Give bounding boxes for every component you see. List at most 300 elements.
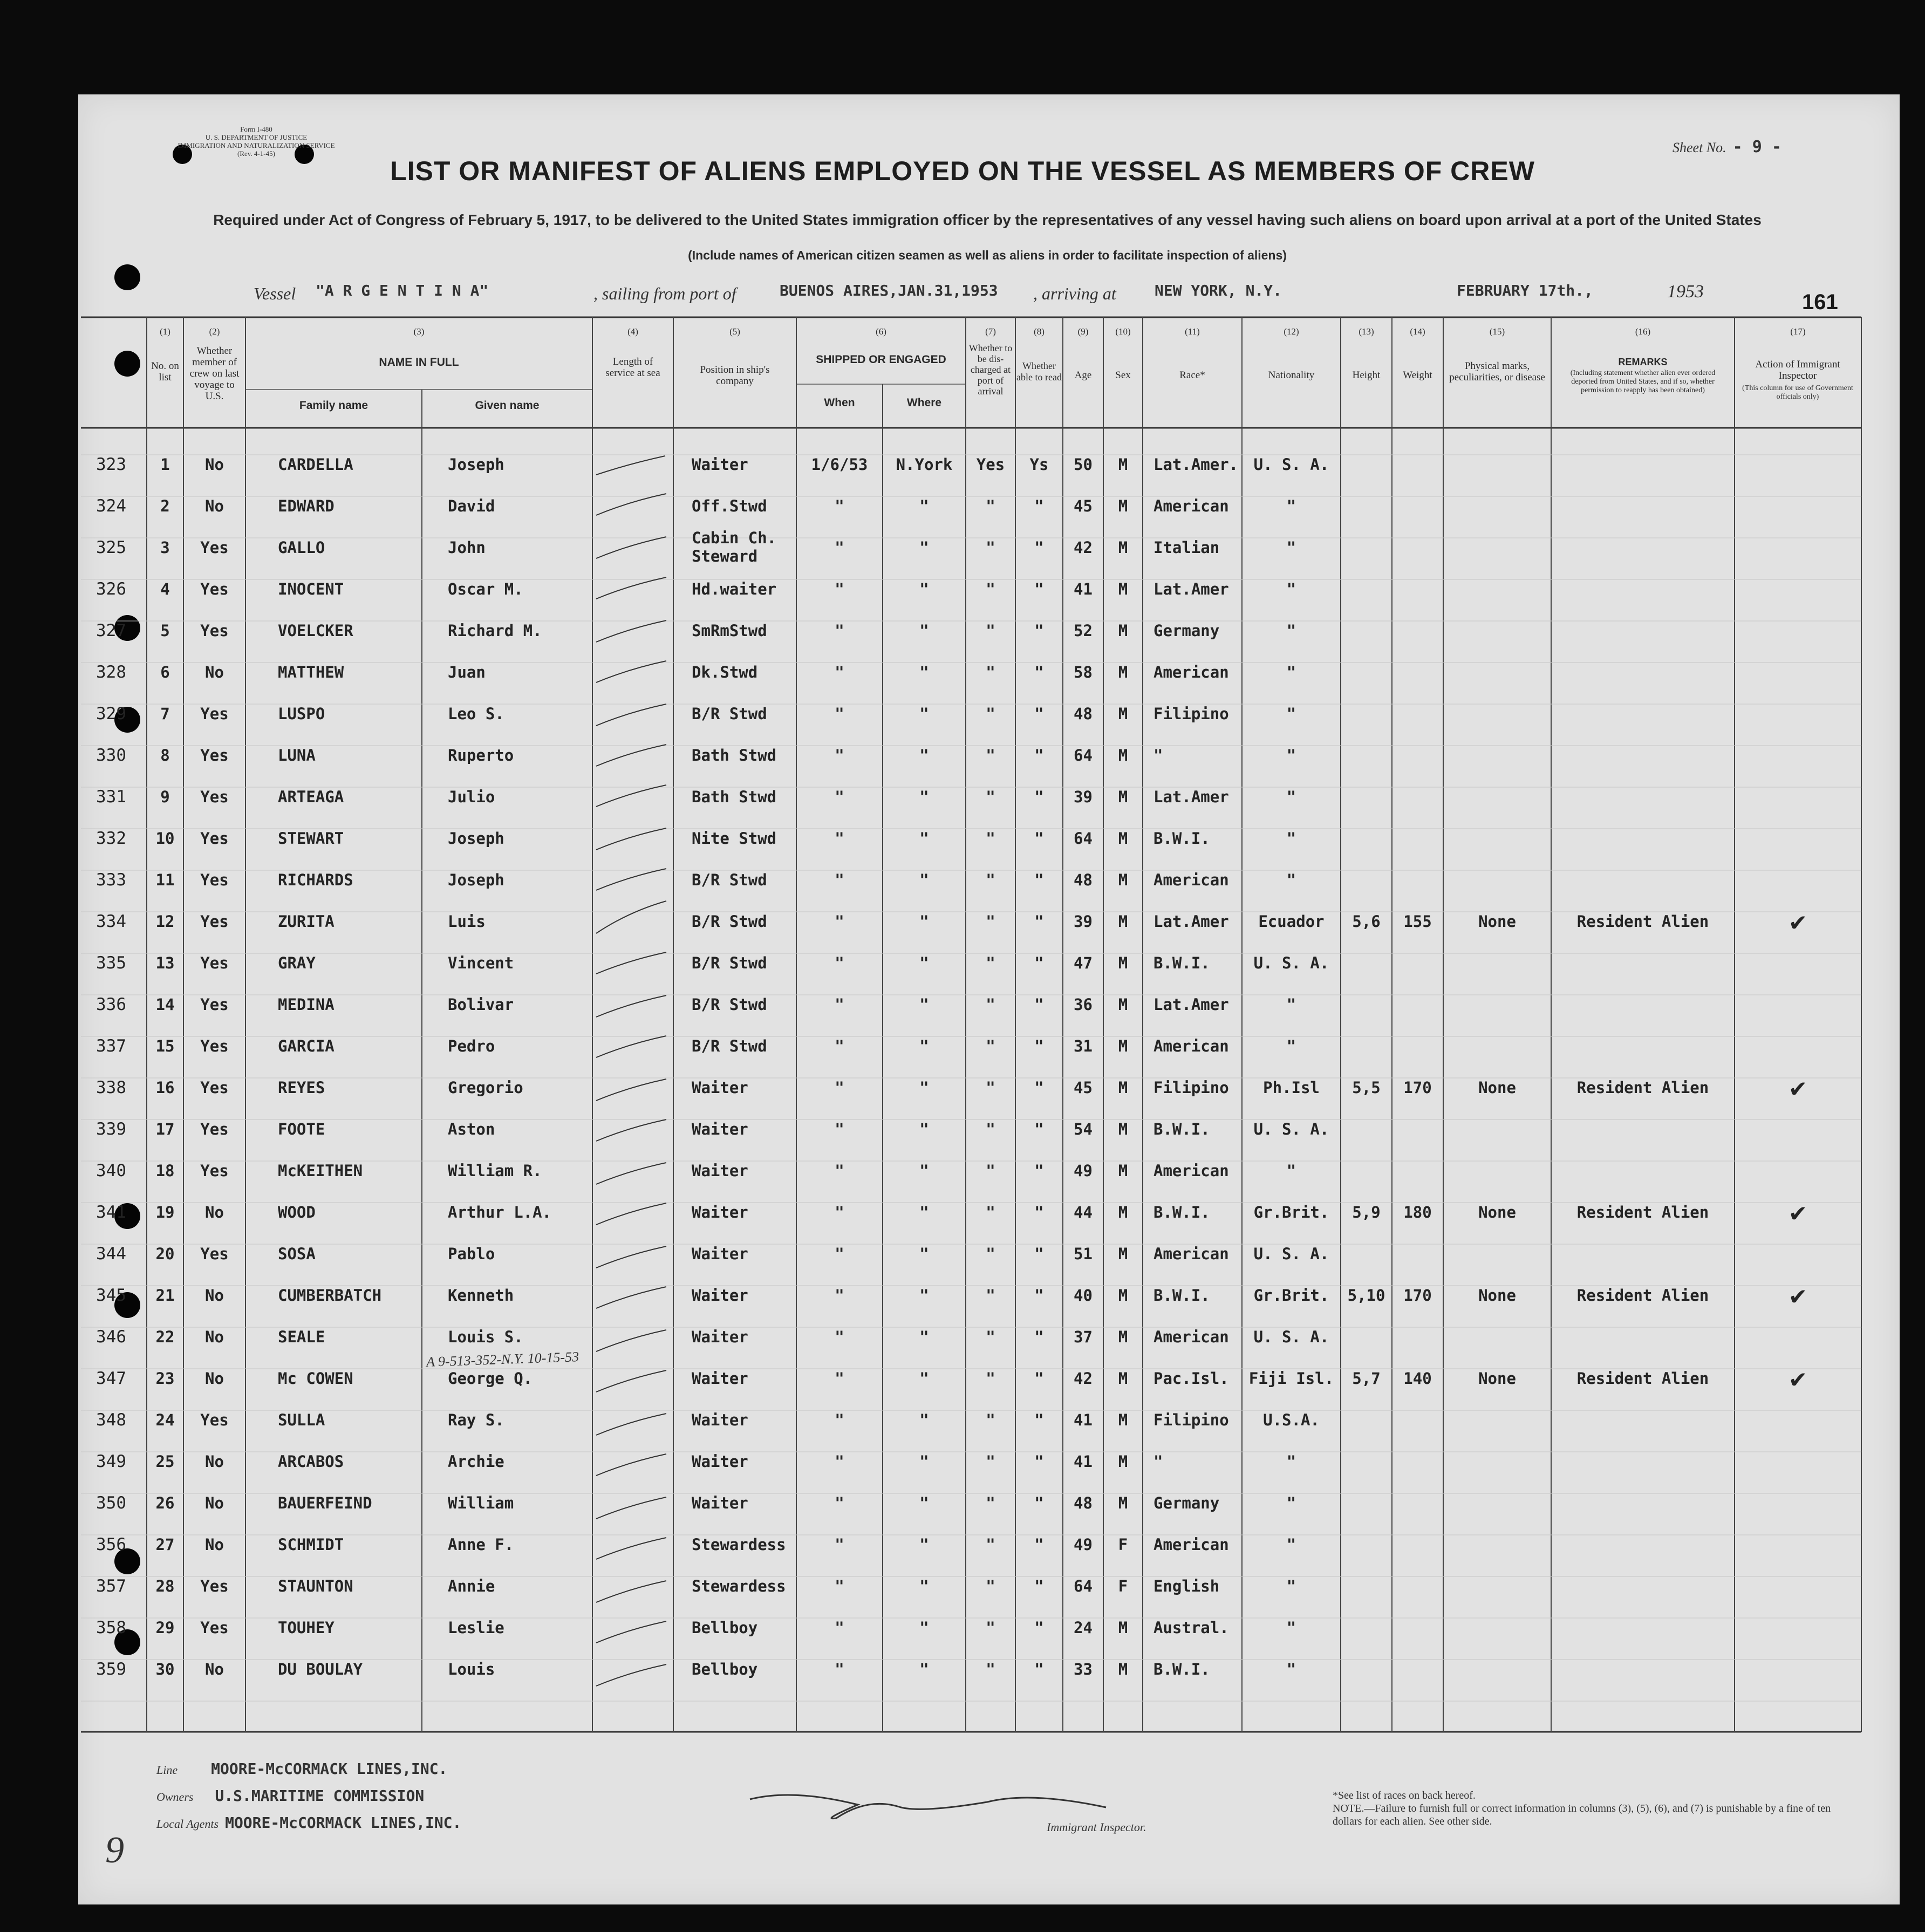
row-family-name: REYES — [278, 1078, 325, 1097]
row-ledger-number: 357 — [96, 1576, 126, 1596]
row-member: No — [205, 1660, 224, 1678]
table-row — [0, 1150, 1925, 1192]
row-age: 48 — [1074, 705, 1093, 723]
row-able-read: " — [1034, 1162, 1044, 1180]
row-number: 6 — [160, 663, 170, 681]
row-where: " — [919, 497, 929, 515]
row-physical-marks — [1443, 569, 1551, 610]
handwritten-annotation: A 9-513-352-N.Y. 10-15-53 — [426, 1349, 579, 1370]
row-discharged: " — [986, 1577, 995, 1595]
row-physical-marks — [1443, 693, 1551, 735]
row-when: " — [835, 1577, 844, 1595]
row-where: " — [919, 995, 929, 1014]
row-race: B.W.I. — [1153, 1120, 1210, 1138]
row-race: " — [1153, 1452, 1163, 1471]
race-note: *See list of races on back hereof. — [1333, 1790, 1476, 1801]
col-family-name: Family name — [299, 399, 368, 412]
row-sex: M — [1118, 705, 1128, 723]
row-when: " — [835, 1660, 844, 1678]
row-age: 64 — [1074, 1577, 1093, 1595]
row-family-name: BAUERFEIND — [278, 1494, 372, 1512]
row-action: ✔ — [1790, 906, 1806, 937]
row-age: 50 — [1074, 455, 1093, 474]
row-member: Yes — [200, 580, 229, 598]
row-nationality: " — [1286, 871, 1296, 889]
table-row — [0, 527, 1925, 569]
sailing-label: , sailing from port of — [593, 284, 736, 303]
row-given-name: Arthur L.A. — [448, 1203, 552, 1221]
row-ledger-number: 324 — [96, 496, 126, 516]
table-row — [0, 1109, 1925, 1150]
row-weight — [1392, 444, 1443, 486]
row-remarks — [1551, 486, 1735, 527]
row-race: B.W.I. — [1153, 1203, 1210, 1221]
row-action — [1735, 818, 1861, 859]
row-family-name: ARTEAGA — [278, 788, 344, 806]
row-family-name: McKEITHEN — [278, 1162, 363, 1180]
row-family-name: MEDINA — [278, 995, 335, 1014]
row-physical-marks — [1443, 652, 1551, 693]
row-action — [1735, 569, 1861, 610]
sailing-port: BUENOS AIRES,JAN.31,1953 — [780, 282, 998, 299]
row-remarks: Resident Alien — [1576, 1286, 1709, 1305]
row-ledger-number: 329 — [96, 704, 126, 723]
row-race: American — [1153, 497, 1229, 515]
row-given-name: Kenneth — [448, 1286, 514, 1305]
footer-agents — [156, 1814, 461, 1832]
row-position: Nite Stwd — [692, 829, 777, 848]
row-member: Yes — [200, 705, 229, 723]
row-when: 1/6/53 — [811, 455, 868, 474]
table-row — [0, 901, 1925, 943]
arrival-year: 1953 — [1667, 282, 1704, 302]
row-member: No — [205, 1369, 224, 1388]
row-physical-marks — [1443, 1441, 1551, 1483]
row-action — [1735, 652, 1861, 693]
row-race: Filipino — [1153, 705, 1229, 723]
table-row — [0, 693, 1925, 735]
row-remarks — [1551, 610, 1735, 652]
row-member: Yes — [200, 1037, 229, 1055]
row-physical-marks — [1443, 444, 1551, 486]
row-ledger-number: 358 — [96, 1618, 126, 1637]
row-height — [1341, 693, 1392, 735]
row-when: " — [835, 1286, 844, 1305]
row-position: Waiter — [692, 1411, 748, 1429]
table-row — [0, 1607, 1925, 1649]
row-family-name: EDWARD — [278, 497, 335, 515]
row-member: No — [205, 455, 224, 474]
row-where: " — [919, 538, 929, 557]
row-race: American — [1153, 1162, 1229, 1180]
row-able-read: " — [1034, 1078, 1044, 1097]
row-family-name: SOSA — [278, 1245, 316, 1263]
row-physical-marks — [1443, 1483, 1551, 1524]
row-nationality: Gr.Brit. — [1253, 1286, 1329, 1305]
row-remarks — [1551, 859, 1735, 901]
row-physical-marks — [1443, 1607, 1551, 1649]
row-position-line1: Cabin Ch. — [692, 529, 777, 547]
row-number: 23 — [155, 1369, 175, 1388]
row-where: " — [919, 1037, 929, 1055]
row-discharged: " — [986, 871, 995, 889]
row-able-read: " — [1034, 1619, 1044, 1637]
row-number: 25 — [155, 1452, 175, 1471]
row-given-name: Leslie — [448, 1619, 504, 1637]
row-number: 24 — [155, 1411, 175, 1429]
row-when: " — [835, 1203, 844, 1221]
row-when: " — [835, 538, 844, 557]
row-family-name: VOELCKER — [278, 622, 353, 640]
row-given-name: John — [448, 538, 486, 557]
row-discharged: " — [986, 954, 995, 972]
col-num-8: (8) — [1034, 326, 1045, 337]
row-discharged: " — [986, 1245, 995, 1263]
row-age: 39 — [1074, 788, 1093, 806]
row-physical-marks — [1443, 943, 1551, 984]
row-able-read: " — [1034, 622, 1044, 640]
row-nationality: Gr.Brit. — [1253, 1203, 1329, 1221]
row-physical-marks — [1443, 1316, 1551, 1358]
row-nationality: " — [1286, 497, 1296, 515]
col-num-12: (12) — [1284, 326, 1299, 337]
row-discharged: " — [986, 1494, 995, 1512]
row-height — [1341, 984, 1392, 1026]
row-height — [1341, 776, 1392, 818]
row-where: " — [919, 1328, 929, 1346]
row-action — [1735, 1607, 1861, 1649]
row-weight: 155 — [1403, 912, 1432, 931]
row-where: " — [919, 705, 929, 723]
row-able-read: " — [1034, 705, 1044, 723]
col-discharged: Whether to be dis-charged at port of arrival — [968, 343, 1013, 397]
row-ledger-number: 337 — [96, 1036, 126, 1056]
row-position: B/R Stwd — [692, 954, 767, 972]
row-action: ✔ — [1790, 1280, 1806, 1310]
row-when: " — [835, 1535, 844, 1554]
col-num-17: (17) — [1790, 326, 1806, 337]
row-member: Yes — [200, 622, 229, 640]
row-position: B/R Stwd — [692, 705, 767, 723]
row-ledger-number: 359 — [96, 1660, 126, 1679]
row-family-name: DU BOULAY — [278, 1660, 363, 1678]
row-where: " — [919, 580, 929, 598]
row-nationality: " — [1286, 663, 1296, 681]
row-remarks: Resident Alien — [1576, 912, 1709, 931]
row-action — [1735, 1150, 1861, 1192]
row-weight — [1392, 943, 1443, 984]
row-age: 39 — [1074, 912, 1093, 931]
row-action — [1735, 1316, 1861, 1358]
row-action — [1735, 735, 1861, 776]
row-ledger-number: 349 — [96, 1452, 126, 1471]
row-member: No — [205, 1203, 224, 1221]
row-sex: M — [1118, 1660, 1128, 1678]
row-remarks — [1551, 444, 1735, 486]
row-age: 49 — [1074, 1535, 1093, 1554]
row-position: Bath Stwd — [692, 788, 777, 806]
row-action — [1735, 1441, 1861, 1483]
row-number: 13 — [155, 954, 175, 972]
row-physical-marks — [1443, 1649, 1551, 1690]
row-physical-marks — [1443, 818, 1551, 859]
row-ledger-number: 336 — [96, 995, 126, 1014]
row-sex: M — [1118, 1037, 1128, 1055]
row-age: 58 — [1074, 663, 1093, 681]
table-row — [0, 984, 1925, 1026]
row-when: " — [835, 1452, 844, 1471]
row-family-name: MATTHEW — [278, 663, 344, 681]
row-able-read: " — [1034, 1494, 1044, 1512]
row-where: " — [919, 788, 929, 806]
row-action — [1735, 984, 1861, 1026]
row-family-name: ZURITA — [278, 912, 335, 931]
row-discharged: " — [986, 1369, 995, 1388]
row-family-name: STAUNTON — [278, 1577, 353, 1595]
row-race: American — [1153, 663, 1229, 681]
row-able-read: " — [1034, 497, 1044, 515]
row-age: 49 — [1074, 1162, 1093, 1180]
col-num-10: (10) — [1115, 326, 1131, 337]
row-able-read: " — [1034, 1245, 1044, 1263]
row-number: 28 — [155, 1577, 175, 1595]
row-ledger-number: 346 — [96, 1327, 126, 1347]
sheet-value: - 9 - — [1732, 138, 1781, 156]
row-race: American — [1153, 1328, 1229, 1346]
row-member: Yes — [200, 1577, 229, 1595]
row-physical-marks — [1443, 610, 1551, 652]
row-physical-marks: None — [1478, 912, 1516, 931]
row-member: Yes — [200, 1120, 229, 1138]
row-discharged: " — [986, 746, 995, 764]
row-action — [1735, 1233, 1861, 1275]
row-height — [1341, 818, 1392, 859]
row-sex: M — [1118, 1162, 1128, 1180]
row-number: 29 — [155, 1619, 175, 1637]
row-action: ✔ — [1790, 1073, 1806, 1103]
table-row — [0, 1649, 1925, 1690]
row-sex: M — [1118, 1328, 1128, 1346]
arrival-date: FEBRUARY 17th., — [1457, 282, 1593, 299]
row-weight: 140 — [1403, 1369, 1432, 1388]
row-able-read: " — [1034, 663, 1044, 681]
row-family-name: FOOTE — [278, 1120, 325, 1138]
row-remarks — [1551, 1233, 1735, 1275]
row-number: 21 — [155, 1286, 175, 1305]
row-height — [1341, 569, 1392, 610]
col-nationality: Nationality — [1268, 370, 1315, 381]
row-sex: F — [1118, 1535, 1128, 1554]
vessel-name: "A R G E N T I N A" — [316, 282, 489, 299]
row-remarks — [1551, 1026, 1735, 1067]
row-able-read: " — [1034, 538, 1044, 557]
col-action: Action of Immigrant Inspector — [1755, 359, 1840, 381]
row-discharged: Yes — [976, 455, 1005, 474]
row-race: American — [1153, 871, 1229, 889]
col-num-14: (14) — [1410, 326, 1425, 337]
row-where: " — [919, 1411, 929, 1429]
row-weight — [1392, 486, 1443, 527]
row-number: 16 — [155, 1078, 175, 1097]
row-weight — [1392, 818, 1443, 859]
row-race: Italian — [1153, 538, 1220, 557]
row-age: 64 — [1074, 829, 1093, 848]
row-where: " — [919, 954, 929, 972]
row-age: 51 — [1074, 1245, 1093, 1263]
table-row — [0, 1233, 1925, 1275]
row-where: " — [919, 829, 929, 848]
row-where: " — [919, 871, 929, 889]
row-able-read: " — [1034, 1120, 1044, 1138]
row-member: No — [205, 1452, 224, 1471]
row-able-read: " — [1034, 788, 1044, 806]
row-given-name: William R. — [448, 1162, 542, 1180]
row-remarks — [1551, 984, 1735, 1026]
row-position: Waiter — [692, 1078, 748, 1097]
row-discharged: " — [986, 1328, 995, 1346]
row-race: B.W.I. — [1153, 954, 1210, 972]
col-physical-marks: Physical marks, peculiarities, or disease — [1449, 360, 1545, 383]
row-race: Germany — [1153, 1494, 1220, 1512]
row-sex: M — [1118, 580, 1128, 598]
row-family-name: RICHARDS — [278, 871, 353, 889]
row-discharged: " — [986, 497, 995, 515]
sheet-label: Sheet No. — [1673, 140, 1726, 155]
row-when: " — [835, 1162, 844, 1180]
row-physical-marks — [1443, 735, 1551, 776]
row-remarks: Resident Alien — [1576, 1078, 1709, 1097]
col-num-7: (7) — [985, 326, 996, 337]
row-number: 15 — [155, 1037, 175, 1055]
row-physical-marks — [1443, 1524, 1551, 1566]
row-physical-marks — [1443, 1150, 1551, 1192]
row-when: " — [835, 954, 844, 972]
row-able-read: " — [1034, 580, 1044, 598]
row-physical-marks — [1443, 1399, 1551, 1441]
footnotes — [1333, 1789, 1851, 1828]
row-family-name: GARCIA — [278, 1037, 335, 1055]
row-ledger-number: 345 — [96, 1286, 126, 1305]
row-able-read: " — [1034, 1452, 1044, 1471]
col-num-1: (1) — [160, 326, 170, 337]
row-when: " — [835, 1328, 844, 1346]
row-age: 48 — [1074, 871, 1093, 889]
row-member: Yes — [200, 788, 229, 806]
row-member: No — [205, 663, 224, 681]
row-member: Yes — [200, 1162, 229, 1180]
row-when: " — [835, 788, 844, 806]
row-weight — [1392, 1566, 1443, 1607]
row-sex: M — [1118, 1245, 1128, 1263]
row-weight — [1392, 1649, 1443, 1690]
vessel-label: Vessel — [254, 284, 296, 303]
table-row — [0, 1566, 1925, 1607]
row-member: Yes — [200, 1619, 229, 1637]
col-shipped-engaged: SHIPPED OR ENGAGED — [816, 353, 946, 366]
page-number: 161 — [1802, 290, 1838, 314]
row-weight — [1392, 1524, 1443, 1566]
row-age: 44 — [1074, 1203, 1093, 1221]
row-position: Waiter — [692, 1245, 748, 1263]
row-given-name: Pedro — [448, 1037, 495, 1055]
row-sex: F — [1118, 1577, 1128, 1595]
row-sex: M — [1118, 871, 1128, 889]
row-where: " — [919, 1286, 929, 1305]
row-race: Lat.Amer — [1153, 912, 1229, 931]
row-family-name: WOOD — [278, 1203, 316, 1221]
row-remarks — [1551, 1399, 1735, 1441]
row-sex: M — [1118, 455, 1128, 474]
row-position: Dk.Stwd — [692, 663, 758, 681]
col-no-on-list: No. on list — [151, 360, 179, 383]
row-nationality: " — [1286, 1619, 1296, 1637]
row-discharged: " — [986, 1535, 995, 1554]
row-discharged: " — [986, 1203, 995, 1221]
row-member: Yes — [200, 995, 229, 1014]
row-race: American — [1153, 1245, 1229, 1263]
row-position: B/R Stwd — [692, 995, 767, 1014]
row-nationality: " — [1286, 538, 1296, 557]
row-position: Waiter — [692, 1369, 748, 1388]
row-age: 41 — [1074, 580, 1093, 598]
row-given-name: Juan — [448, 663, 486, 681]
row-where: " — [919, 1369, 929, 1388]
row-discharged: " — [986, 580, 995, 598]
row-where: " — [919, 663, 929, 681]
row-number: 9 — [160, 788, 170, 806]
col-when: When — [824, 397, 855, 409]
row-age: 45 — [1074, 1078, 1093, 1097]
row-given-name: Aston — [448, 1120, 495, 1138]
row-number: 30 — [155, 1660, 175, 1678]
footer-owners — [156, 1787, 424, 1805]
row-given-name: Ray S. — [448, 1411, 504, 1429]
row-when: " — [835, 705, 844, 723]
row-discharged: " — [986, 705, 995, 723]
row-nationality: U.S.A. — [1263, 1411, 1320, 1429]
owners-value: U.S.MARITIME COMMISSION — [215, 1787, 425, 1805]
row-position: Waiter — [692, 1203, 748, 1221]
row-height: 5,5 — [1352, 1078, 1381, 1097]
row-member: Yes — [200, 1245, 229, 1263]
table-row — [0, 1399, 1925, 1441]
row-age: 37 — [1074, 1328, 1093, 1346]
row-nationality: U. S. A. — [1253, 954, 1329, 972]
row-sex: M — [1118, 1120, 1128, 1138]
row-ledger-number: 341 — [96, 1203, 126, 1222]
row-action — [1735, 776, 1861, 818]
row-remarks — [1551, 776, 1735, 818]
row-action — [1735, 1026, 1861, 1067]
row-given-name: Gregorio — [448, 1078, 523, 1097]
row-where: " — [919, 746, 929, 764]
col-num-6: (6) — [876, 326, 886, 337]
col-race: Race* — [1179, 370, 1205, 381]
row-position: Waiter — [692, 1494, 748, 1512]
row-given-name: Joseph — [448, 829, 504, 848]
row-member: No — [205, 1328, 224, 1346]
row-position: Waiter — [692, 1328, 748, 1346]
row-height — [1341, 652, 1392, 693]
row-height — [1341, 1150, 1392, 1192]
row-number: 3 — [160, 538, 170, 557]
row-ledger-number: 356 — [96, 1535, 126, 1554]
row-position: Waiter — [692, 1162, 748, 1180]
row-family-name: LUNA — [278, 746, 316, 764]
col-remarks: REMARKS — [1618, 357, 1668, 367]
row-height — [1341, 1316, 1392, 1358]
table-row — [0, 1192, 1925, 1233]
